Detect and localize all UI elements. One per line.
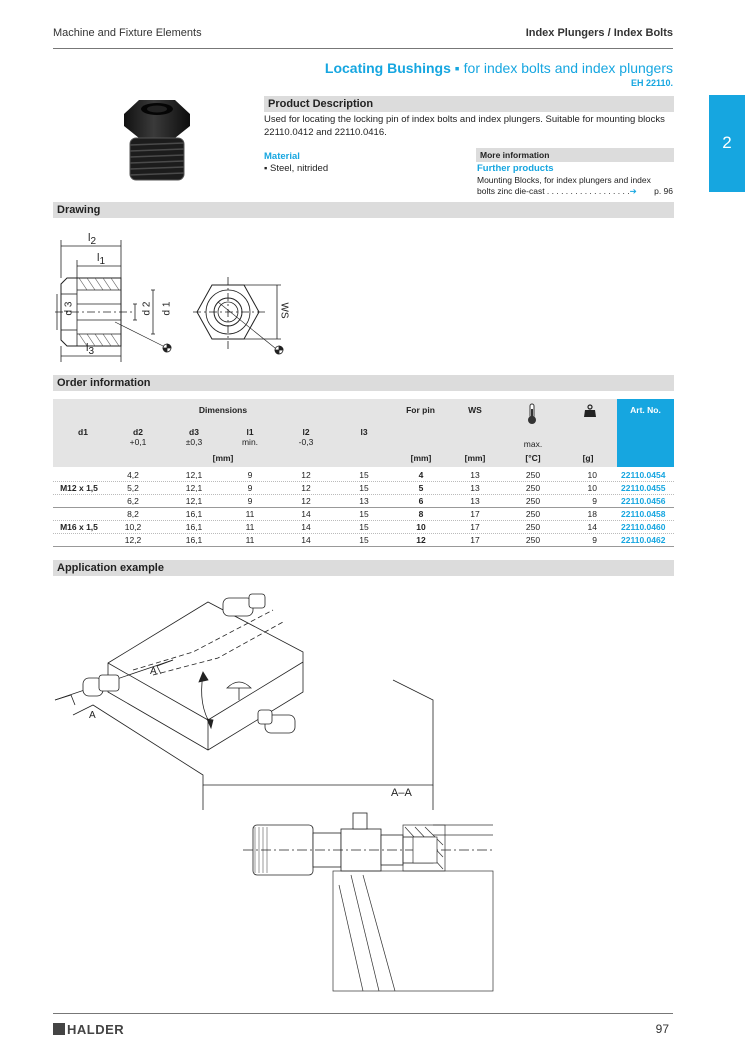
dim-l2-sub: 2: [90, 236, 97, 248]
col-d3-label: d3: [189, 427, 199, 437]
cell-l1: 9: [247, 470, 253, 480]
logo-text: HALDER: [67, 1022, 125, 1037]
dim-d1: d 1: [161, 301, 173, 316]
cell-d2: 12,2: [124, 535, 142, 545]
table-row: [53, 482, 674, 495]
cell-art-no[interactable]: 22110.0458: [621, 509, 666, 519]
cell-l3: 15: [359, 522, 369, 532]
dim-l1-sub: 1: [99, 256, 106, 268]
chapter-tab[interactable]: [709, 95, 745, 192]
group-d1: M16 x 1,5: [60, 522, 98, 532]
cell-d3: 12,1: [185, 483, 203, 493]
cell-ws: 13: [470, 470, 480, 480]
page-number: 97: [655, 1022, 669, 1036]
further-products-text: [477, 175, 677, 197]
cell-l3: 15: [359, 483, 369, 493]
cell-d3: 16,1: [185, 509, 203, 519]
section-view-label: A–A: [391, 787, 412, 799]
col-l3-label: l3: [360, 427, 368, 437]
cell-l2: 14: [301, 509, 311, 519]
col-l2-label: l2: [302, 427, 310, 437]
cell-pin: 6: [418, 496, 424, 506]
cell-art-no[interactable]: 22110.0456: [621, 496, 666, 506]
dim-l2-letter: l: [88, 232, 91, 244]
cell-art-no[interactable]: 22110.0462: [621, 535, 666, 545]
cell-pin: 10: [416, 522, 426, 532]
order-table: [53, 399, 674, 547]
further-line-1: Mounting Blocks, for index plungers and index: [477, 175, 651, 185]
cell-temp: 250: [525, 483, 541, 493]
col-l1-note: min.: [241, 437, 259, 447]
cell-l1: 9: [247, 483, 253, 493]
unit-pin: [mm]: [410, 453, 432, 463]
cell-temp: 250: [525, 496, 541, 506]
cell-l2: 14: [301, 535, 311, 545]
halder-logo: [53, 1022, 124, 1037]
dim-d3: d 3: [63, 301, 75, 316]
table-row: [53, 521, 674, 534]
page-title: [325, 60, 673, 76]
cell-l2: 12: [301, 470, 311, 480]
col-l1-label: l1: [246, 427, 254, 437]
cell-temp: 250: [525, 522, 541, 532]
header-divider: [53, 48, 673, 49]
cell-l1: 11: [245, 535, 255, 545]
thermometer-icon: [526, 403, 538, 425]
weight-icon: [583, 404, 597, 418]
drawing-heading: Drawing: [53, 202, 674, 218]
unit-dimensions: [mm]: [212, 453, 234, 463]
dim-l1: [97, 252, 105, 267]
cell-weight: 9: [592, 535, 597, 545]
cell-d2: 5,2: [127, 483, 139, 493]
dim-l2: [88, 232, 96, 247]
cell-d2: 6,2: [127, 496, 139, 506]
dim-d2: d 2: [141, 301, 153, 316]
cell-d2: 10,2: [124, 522, 142, 532]
col-ws: WS: [468, 405, 482, 415]
product-description-text: Used for locating the locking pin of index bolts and index plungers. Suitable for mounting blocks 22110.0412 and 22110.0416.: [264, 114, 665, 138]
col-for-pin: For pin: [406, 405, 435, 415]
cell-weight: 10: [587, 483, 597, 493]
cell-art-no[interactable]: 22110.0454: [621, 470, 666, 480]
cell-l3: 15: [359, 509, 369, 519]
cell-pin: 4: [418, 470, 424, 480]
cell-l2: 14: [301, 522, 311, 532]
cell-temp: 250: [525, 470, 541, 480]
material-item: ▪ Steel, nitrided: [264, 163, 329, 174]
cell-d3: 12,1: [185, 470, 203, 480]
logo-icon: [53, 1023, 65, 1035]
cell-l1: 11: [245, 509, 255, 519]
col-d2-label: d2: [133, 427, 143, 437]
table-row: [53, 534, 674, 547]
cell-l3: 13: [359, 496, 369, 506]
section-marker-a-bottom: A: [89, 710, 96, 721]
cell-art-no[interactable]: 22110.0455: [621, 483, 666, 493]
cell-ws: 17: [470, 522, 480, 532]
product-code: EH 22110.: [630, 78, 673, 88]
cell-l1: 9: [247, 496, 253, 506]
col-d3-tol: ±0,3: [185, 437, 203, 447]
col-l2-tol: -0,3: [298, 437, 314, 447]
cell-pin: 8: [418, 509, 424, 519]
section-marker-a-top: A: [150, 666, 157, 677]
cell-l3: 15: [359, 535, 369, 545]
footer-divider: [53, 1013, 673, 1014]
cell-d2: 4,2: [127, 470, 139, 480]
table-row: [53, 495, 674, 508]
further-line-2-text: bolts zinc die-cast . . . . . . . . . . . . . . . . . .: [477, 186, 630, 196]
cell-d3: 16,1: [185, 535, 203, 545]
dim-l1-letter: l: [97, 252, 100, 264]
bushing-photo: [112, 96, 202, 188]
cell-pin: 5: [418, 483, 424, 493]
title-sub: for index bolts and index plungers: [463, 60, 673, 76]
cell-d3: 12,1: [185, 496, 203, 506]
dim-l3: [86, 342, 94, 357]
cell-ws: 13: [470, 483, 480, 493]
dim-ws: WS: [278, 302, 290, 319]
cell-temp: 250: [525, 535, 541, 545]
col-d1-label: d1: [78, 427, 88, 437]
cell-ws: 17: [470, 535, 480, 545]
title-main: Locating Bushings: [324, 60, 451, 76]
product-description-heading: Product Description: [264, 96, 674, 112]
further-line-2: [477, 186, 677, 197]
arrow-right-icon: ➔: [629, 186, 637, 196]
dim-l3-letter: l: [86, 342, 89, 354]
cell-weight: 14: [587, 522, 597, 532]
cell-art-no[interactable]: 22110.0460: [621, 522, 666, 532]
further-page-link[interactable]: p. 96: [654, 186, 673, 196]
material-heading: Material: [264, 151, 300, 162]
header-left: Machine and Fixture Elements: [53, 27, 202, 39]
col-d2-tol: +0,1: [129, 437, 147, 447]
col-art-no: Art. No.: [617, 399, 674, 467]
unit-ws: [mm]: [464, 453, 486, 463]
cell-l2: 12: [301, 496, 311, 506]
chapter-number: 2: [722, 133, 732, 152]
cell-ws: 17: [470, 509, 480, 519]
cell-l3: 15: [359, 470, 369, 480]
cell-d3: 16,1: [185, 522, 203, 532]
cell-ws: 13: [470, 496, 480, 506]
cell-l2: 12: [301, 483, 311, 493]
cell-weight: 18: [587, 509, 597, 519]
title-bullet: ▪: [454, 60, 460, 76]
order-table-body: [53, 467, 674, 547]
cell-d2: 8,2: [127, 509, 139, 519]
dim-l3-sub: 3: [88, 346, 95, 358]
unit-temp: [°C]: [525, 453, 541, 463]
group-d1: M12 x 1,5: [60, 483, 98, 493]
unit-weight: [g]: [582, 453, 594, 463]
order-info-heading: Order information: [53, 375, 674, 391]
col-dimensions: Dimensions: [198, 405, 248, 415]
application-heading: Application example: [53, 560, 674, 576]
application-illustration: [53, 580, 674, 1000]
cell-l1: 11: [245, 522, 255, 532]
cell-temp: 250: [525, 509, 541, 519]
more-info-heading: More information: [476, 148, 674, 162]
cell-weight: 9: [592, 496, 597, 506]
cell-weight: 10: [587, 470, 597, 480]
header-right: Index Plungers / Index Bolts: [525, 27, 673, 39]
further-products-heading: Further products: [477, 163, 554, 174]
col-temp-max: max.: [523, 439, 543, 449]
order-table-header: [53, 399, 674, 467]
cell-pin: 12: [416, 535, 426, 545]
